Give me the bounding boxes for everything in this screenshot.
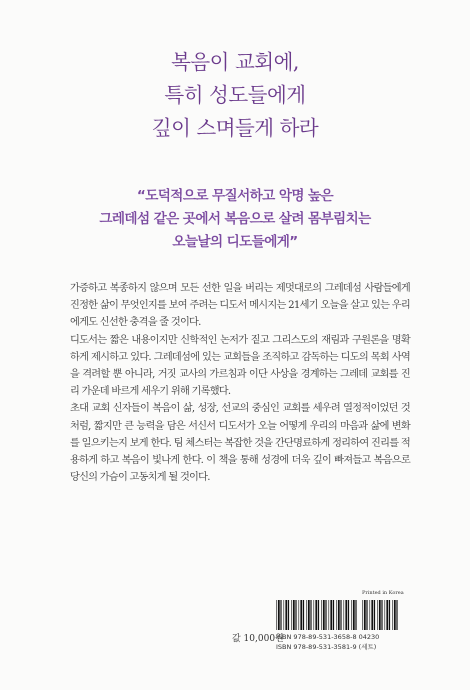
pull-quote — [0, 185, 470, 254]
headline-line: 깊이 스며들게 하라 — [151, 116, 319, 140]
barcode-bar — [348, 600, 349, 630]
barcode-bar — [379, 600, 381, 630]
barcode-bar — [371, 600, 373, 630]
barcode-bar — [394, 600, 396, 630]
barcode-bar — [318, 600, 319, 630]
barcode-bar — [374, 600, 375, 630]
description-paragraph: 디도서는 짧은 내용이지만 신학적인 논저가 짙고 그리스도의 재림과 구원론을 명확하게 제시하고 있다. 그레데섬에 있는 교회들을 조직하고 감독하는 디도의 목회 사역을 격려할 뿐 아니라, 거짓 교사의 가르침과 이단 사상을 경계하는 그레데 교회를 진리 가운데 바르게 세우기 위해 기록했다. — [70, 334, 410, 398]
barcode-bar — [355, 600, 356, 630]
barcode-bar — [385, 600, 386, 630]
barcode-bar — [330, 600, 332, 630]
barcode-bar — [338, 600, 340, 630]
back-cover-headline — [0, 46, 470, 145]
barcode-bar — [295, 600, 296, 630]
quote-line: “도덕적으로 무질서하고 악명 높은 — [136, 188, 334, 204]
book-description — [70, 280, 410, 486]
barcode-bar — [308, 600, 310, 630]
barcode-bar — [364, 600, 366, 630]
barcode-bar — [340, 600, 341, 630]
quote-line: 오늘날의 디도들에게” — [172, 234, 298, 250]
barcode-bar — [366, 600, 367, 630]
barcode-bar — [389, 600, 390, 630]
barcode-bar — [386, 600, 388, 630]
description-paragraph: 가증하고 복종하지 않으며 모든 선한 일을 버리는 제멋대로의 그레데섬 사람들에게 진정한 삶이 무엇인지를 보여 주려는 디도서 메시지는 21세기 오늘을 살고 있는 우리에게도 신선한 충격을 줄 것이다. — [70, 283, 410, 329]
barcode-bar — [314, 600, 315, 630]
isbn-barcode — [276, 600, 358, 630]
headline-line: 복음이 교회에, — [171, 50, 299, 74]
barcode-bar — [280, 600, 281, 630]
barcode-bar — [276, 600, 277, 630]
barcode-bar — [291, 600, 292, 630]
barcode-bar — [329, 600, 330, 630]
barcode-bar — [306, 600, 307, 630]
barcode-bar — [392, 600, 393, 630]
quote-line: 그레데섬 같은 곳에서 복음으로 살려 몸부림치는 — [99, 211, 371, 227]
barcode-bar — [321, 600, 322, 630]
isbn-set: ISBN 978-89-531-3581-9 (세트) — [276, 643, 377, 651]
barcode-bar — [353, 600, 355, 630]
description-paragraph: 초대 교회 신자들이 복음이 삶, 성장, 선교의 중심인 교회를 세우려 열정적이었던 것처럼, 짧지만 큰 능력을 담은 서신서 디도서가 오늘 어떻게 우리의 마음과 삶에 변화를 일으키는지 보게 한다. 팀 체스터는 복잡한 것을 간단명료하게 정리하여 진리를 적용하게 하고 복음이 빛나게 한다. 이 책을 통해 성경에 더욱 깊이 빠져들고 복음으로 당신의 가슴이 고동치게 될 것이다. — [70, 403, 410, 484]
addon-barcode — [362, 600, 398, 630]
barcode-bar — [323, 600, 325, 630]
barcode-bar — [310, 600, 311, 630]
headline-line: 특히 성도들에게 — [164, 83, 306, 107]
barcode-bar — [351, 600, 352, 630]
barcode-bar — [299, 600, 300, 630]
barcode-bar — [285, 600, 287, 630]
printed-in-label: Printed in Korea — [362, 590, 404, 596]
barcode-bar — [325, 600, 326, 630]
barcode-bar — [396, 600, 397, 630]
barcode-bar — [293, 600, 295, 630]
barcode-bar — [381, 600, 382, 630]
barcode-bar — [377, 600, 378, 630]
barcode-bar — [278, 600, 280, 630]
barcode-bar — [284, 600, 285, 630]
barcode-bar — [288, 600, 289, 630]
barcode-bar — [303, 600, 304, 630]
barcode-bar — [370, 600, 371, 630]
barcode-bar — [336, 600, 337, 630]
price-label: 값 10,000원 — [232, 634, 284, 644]
barcode-bar — [344, 600, 345, 630]
barcode-bar — [315, 600, 317, 630]
barcode-bar — [300, 600, 302, 630]
barcode-bar — [333, 600, 334, 630]
isbn-main: ISBN 978-89-531-3658-8 04230 — [276, 633, 380, 641]
barcode-bar — [362, 600, 363, 630]
barcode-bar — [345, 600, 347, 630]
